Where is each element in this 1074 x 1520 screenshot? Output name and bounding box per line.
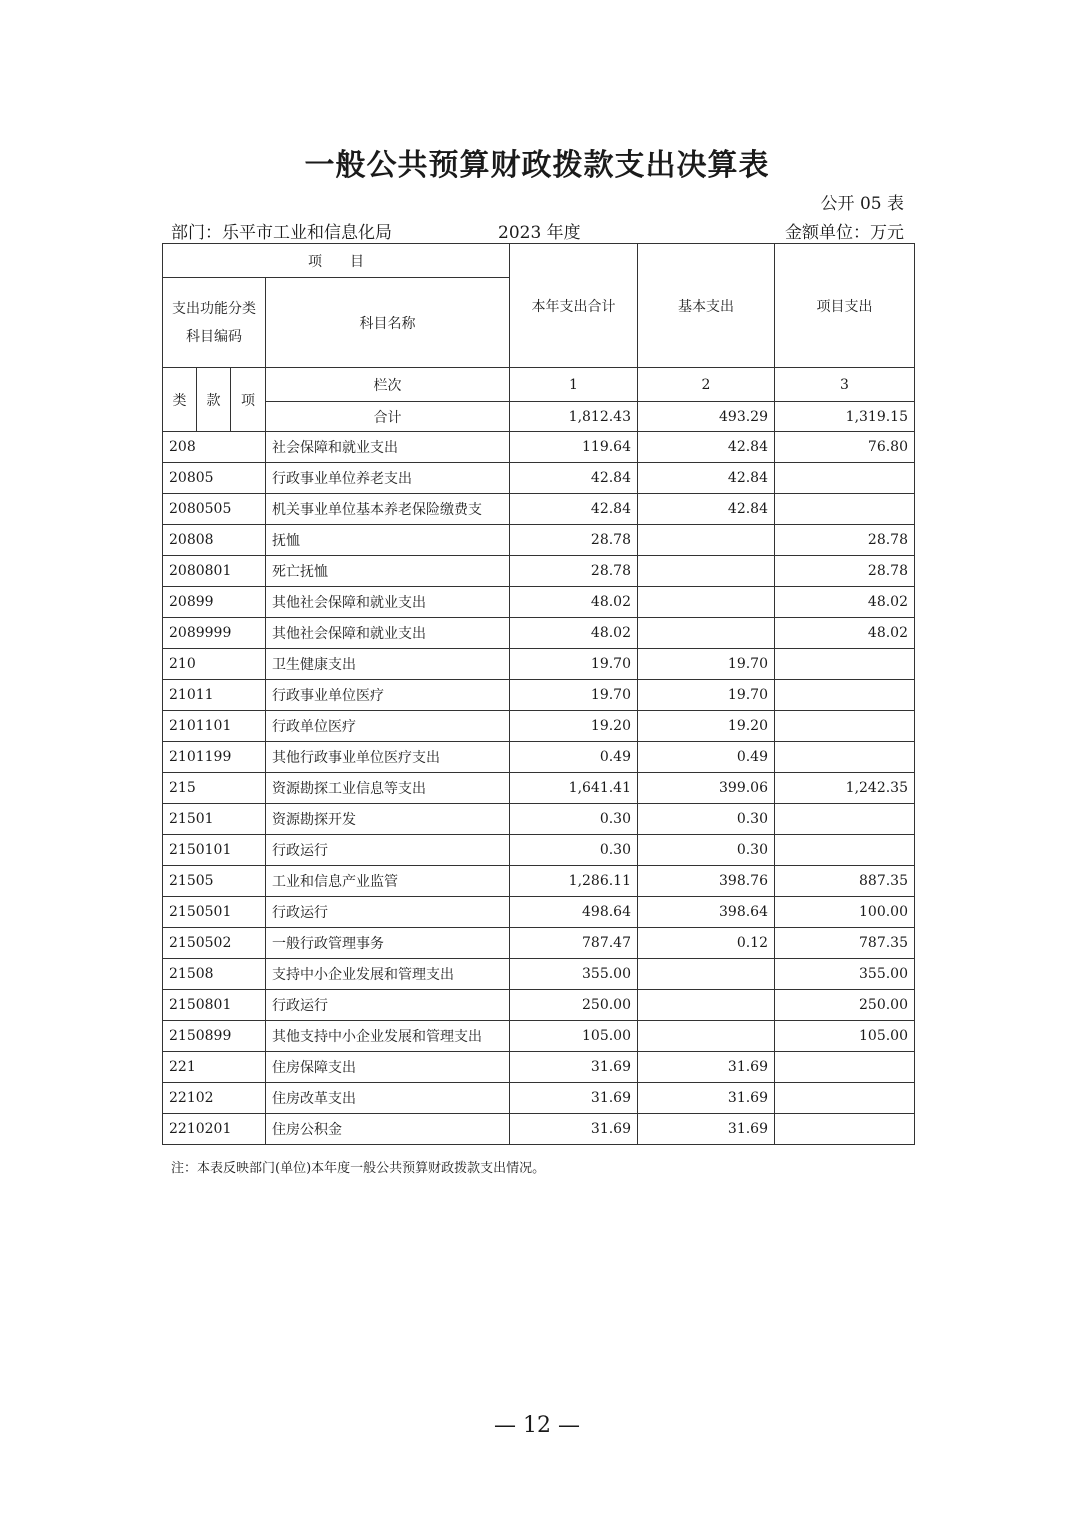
table-body bbox=[163, 432, 915, 1145]
header-func-class: 支出功能分类科目编码 bbox=[163, 278, 266, 368]
row-total: 31.69 bbox=[510, 1052, 638, 1083]
row-basic: 42.84 bbox=[638, 463, 775, 494]
table-row bbox=[163, 1021, 915, 1052]
header-col3: 3 bbox=[775, 368, 915, 402]
row-name: 其他社会保障和就业支出 bbox=[266, 618, 510, 649]
row-name: 资源勘探工业信息等支出 bbox=[266, 773, 510, 804]
header-project: 项目支出 bbox=[775, 244, 915, 368]
table-row bbox=[163, 742, 915, 773]
row-code: 2089999 bbox=[163, 618, 266, 649]
row-project bbox=[775, 494, 915, 525]
row-project: 787.35 bbox=[775, 928, 915, 959]
table-row bbox=[163, 959, 915, 990]
row-project: 28.78 bbox=[775, 556, 915, 587]
row-code: 2080801 bbox=[163, 556, 266, 587]
sum-row bbox=[163, 402, 915, 432]
row-project: 105.00 bbox=[775, 1021, 915, 1052]
row-basic bbox=[638, 1021, 775, 1052]
row-basic: 399.06 bbox=[638, 773, 775, 804]
table-row bbox=[163, 897, 915, 928]
sum-total: 1,812.43 bbox=[510, 402, 638, 432]
row-total: 787.47 bbox=[510, 928, 638, 959]
row-name: 行政运行 bbox=[266, 897, 510, 928]
row-total: 119.64 bbox=[510, 432, 638, 463]
header-basic: 基本支出 bbox=[638, 244, 775, 368]
department-label: 部门：乐平市工业和信息化局 bbox=[171, 223, 392, 243]
row-project bbox=[775, 711, 915, 742]
page-title: 一般公共预算财政拨款支出决算表 bbox=[304, 148, 770, 183]
row-basic: 0.12 bbox=[638, 928, 775, 959]
row-code: 20808 bbox=[163, 525, 266, 556]
row-code: 2150899 bbox=[163, 1021, 266, 1052]
row-name: 资源勘探开发 bbox=[266, 804, 510, 835]
row-total: 19.70 bbox=[510, 649, 638, 680]
row-project: 28.78 bbox=[775, 525, 915, 556]
row-basic: 42.84 bbox=[638, 494, 775, 525]
row-project bbox=[775, 649, 915, 680]
row-total: 105.00 bbox=[510, 1021, 638, 1052]
table-row bbox=[163, 463, 915, 494]
row-code: 21011 bbox=[163, 680, 266, 711]
table-row bbox=[163, 928, 915, 959]
row-code: 2150502 bbox=[163, 928, 266, 959]
row-name: 工业和信息产业监管 bbox=[266, 866, 510, 897]
table-row bbox=[163, 835, 915, 866]
table-row bbox=[163, 494, 915, 525]
row-code: 21501 bbox=[163, 804, 266, 835]
table-row bbox=[163, 1114, 915, 1145]
row-basic: 31.69 bbox=[638, 1083, 775, 1114]
row-code: 2210201 bbox=[163, 1114, 266, 1145]
row-basic: 19.70 bbox=[638, 649, 775, 680]
row-basic: 0.30 bbox=[638, 804, 775, 835]
row-basic: 31.69 bbox=[638, 1052, 775, 1083]
table-row bbox=[163, 804, 915, 835]
row-total: 31.69 bbox=[510, 1083, 638, 1114]
row-total: 250.00 bbox=[510, 990, 638, 1021]
row-name: 其他社会保障和就业支出 bbox=[266, 587, 510, 618]
row-name: 行政事业单位医疗 bbox=[266, 680, 510, 711]
row-total: 31.69 bbox=[510, 1114, 638, 1145]
row-total: 1,641.41 bbox=[510, 773, 638, 804]
row-basic bbox=[638, 618, 775, 649]
row-total: 0.49 bbox=[510, 742, 638, 773]
row-project bbox=[775, 742, 915, 773]
row-total: 19.20 bbox=[510, 711, 638, 742]
row-project bbox=[775, 835, 915, 866]
row-total: 0.30 bbox=[510, 835, 638, 866]
row-project: 48.02 bbox=[775, 618, 915, 649]
row-total: 42.84 bbox=[510, 494, 638, 525]
row-basic: 398.64 bbox=[638, 897, 775, 928]
header-kuan: 款 bbox=[197, 368, 231, 432]
row-basic: 0.49 bbox=[638, 742, 775, 773]
row-project bbox=[775, 1114, 915, 1145]
fiscal-year: 2023 年度 bbox=[498, 223, 581, 243]
table-row bbox=[163, 649, 915, 680]
header-item: 项 目 bbox=[163, 244, 510, 278]
row-project bbox=[775, 463, 915, 494]
table-row bbox=[163, 556, 915, 587]
row-project: 1,242.35 bbox=[775, 773, 915, 804]
row-basic: 31.69 bbox=[638, 1114, 775, 1145]
header-col2: 2 bbox=[638, 368, 775, 402]
row-name: 行政运行 bbox=[266, 835, 510, 866]
row-code: 22102 bbox=[163, 1083, 266, 1114]
row-basic: 398.76 bbox=[638, 866, 775, 897]
row-project: 355.00 bbox=[775, 959, 915, 990]
row-name: 社会保障和就业支出 bbox=[266, 432, 510, 463]
row-name: 住房改革支出 bbox=[266, 1083, 510, 1114]
row-name: 行政运行 bbox=[266, 990, 510, 1021]
row-project: 100.00 bbox=[775, 897, 915, 928]
row-basic: 19.70 bbox=[638, 680, 775, 711]
row-code: 2150101 bbox=[163, 835, 266, 866]
row-basic bbox=[638, 525, 775, 556]
footnote: 注：本表反映部门(单位)本年度一般公共预算财政拨款支出情况。 bbox=[171, 1161, 546, 1176]
table-row bbox=[163, 432, 915, 463]
sum-label: 合计 bbox=[266, 402, 510, 432]
row-project bbox=[775, 804, 915, 835]
row-basic bbox=[638, 990, 775, 1021]
row-code: 2150501 bbox=[163, 897, 266, 928]
row-name: 其他支持中小企业发展和管理支出 bbox=[266, 1021, 510, 1052]
row-total: 498.64 bbox=[510, 897, 638, 928]
row-code: 215 bbox=[163, 773, 266, 804]
row-name: 死亡抚恤 bbox=[266, 556, 510, 587]
table-row bbox=[163, 773, 915, 804]
header-lanci: 栏次 bbox=[266, 368, 510, 402]
row-total: 42.84 bbox=[510, 463, 638, 494]
row-total: 48.02 bbox=[510, 587, 638, 618]
row-code: 20899 bbox=[163, 587, 266, 618]
row-basic bbox=[638, 959, 775, 990]
table-row bbox=[163, 587, 915, 618]
row-code: 21505 bbox=[163, 866, 266, 897]
row-code: 208 bbox=[163, 432, 266, 463]
row-name: 机关事业单位基本养老保险缴费支 bbox=[266, 494, 510, 525]
table-row bbox=[163, 618, 915, 649]
row-name: 住房公积金 bbox=[266, 1114, 510, 1145]
row-project: 48.02 bbox=[775, 587, 915, 618]
row-basic: 42.84 bbox=[638, 432, 775, 463]
row-total: 28.78 bbox=[510, 556, 638, 587]
row-name: 一般行政管理事务 bbox=[266, 928, 510, 959]
row-name: 抚恤 bbox=[266, 525, 510, 556]
row-name: 行政事业单位养老支出 bbox=[266, 463, 510, 494]
table-row bbox=[163, 680, 915, 711]
table-row bbox=[163, 990, 915, 1021]
row-code: 2150801 bbox=[163, 990, 266, 1021]
row-name: 行政单位医疗 bbox=[266, 711, 510, 742]
row-total: 48.02 bbox=[510, 618, 638, 649]
row-code: 210 bbox=[163, 649, 266, 680]
row-code: 21508 bbox=[163, 959, 266, 990]
row-total: 0.30 bbox=[510, 804, 638, 835]
sum-project: 1,319.15 bbox=[775, 402, 915, 432]
header-total: 本年支出合计 bbox=[510, 244, 638, 368]
row-project: 76.80 bbox=[775, 432, 915, 463]
row-project: 887.35 bbox=[775, 866, 915, 897]
row-code: 2101199 bbox=[163, 742, 266, 773]
sum-basic: 493.29 bbox=[638, 402, 775, 432]
amount-unit: 金额单位：万元 bbox=[785, 223, 904, 243]
row-code: 2080505 bbox=[163, 494, 266, 525]
header-xiang: 项 bbox=[231, 368, 266, 432]
row-name: 卫生健康支出 bbox=[266, 649, 510, 680]
row-code: 221 bbox=[163, 1052, 266, 1083]
header-lei: 类 bbox=[163, 368, 197, 432]
row-name: 其他行政事业单位医疗支出 bbox=[266, 742, 510, 773]
row-total: 355.00 bbox=[510, 959, 638, 990]
table-row bbox=[163, 711, 915, 742]
table-row bbox=[163, 525, 915, 556]
table-row bbox=[163, 1083, 915, 1114]
table-row bbox=[163, 1052, 915, 1083]
row-basic: 0.30 bbox=[638, 835, 775, 866]
row-basic bbox=[638, 587, 775, 618]
row-project bbox=[775, 1083, 915, 1114]
row-project bbox=[775, 680, 915, 711]
row-total: 1,286.11 bbox=[510, 866, 638, 897]
row-name: 支持中小企业发展和管理支出 bbox=[266, 959, 510, 990]
row-code: 2101101 bbox=[163, 711, 266, 742]
header-col1: 1 bbox=[510, 368, 638, 402]
row-total: 28.78 bbox=[510, 525, 638, 556]
row-basic bbox=[638, 556, 775, 587]
row-name: 住房保障支出 bbox=[266, 1052, 510, 1083]
table-row bbox=[163, 866, 915, 897]
table-code: 公开 05 表 bbox=[820, 194, 904, 214]
row-project bbox=[775, 1052, 915, 1083]
page-number: — 12 — bbox=[494, 1413, 580, 1438]
header-subject-name: 科目名称 bbox=[266, 278, 510, 368]
expenditure-table bbox=[162, 243, 915, 1145]
row-code: 20805 bbox=[163, 463, 266, 494]
row-basic: 19.20 bbox=[638, 711, 775, 742]
row-total: 19.70 bbox=[510, 680, 638, 711]
row-project: 250.00 bbox=[775, 990, 915, 1021]
